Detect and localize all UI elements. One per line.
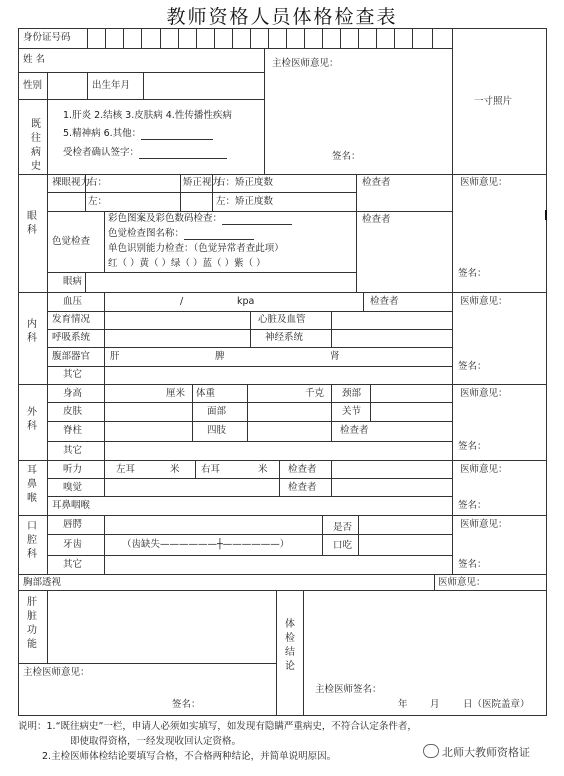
surgery-sign-label: 签名： bbox=[458, 441, 487, 452]
naked-vision-label: 裸眼视力 bbox=[52, 177, 91, 188]
joints-label: 关节 bbox=[342, 406, 362, 417]
naked-right-label: 右： bbox=[88, 177, 108, 188]
history-items-line1: 1.肝炎 2.结核 3.皮肤病 4.性传播性疾病 bbox=[63, 110, 232, 121]
color-sense-label: 色觉检查 bbox=[52, 236, 91, 247]
ent-disease-label: 耳鼻咽喉 bbox=[52, 500, 91, 511]
month-label: 月 bbox=[430, 699, 440, 710]
surgery-other-label: 其它 bbox=[63, 445, 83, 456]
oral-doctor-opinion-label: 医师意见： bbox=[460, 519, 508, 530]
history-confirm-label: 受检者确认签字： bbox=[63, 147, 140, 158]
naked-left-label: 左： bbox=[88, 196, 108, 207]
lips-label: 唇腭 bbox=[63, 519, 83, 530]
right-ear-unit: 米 bbox=[258, 464, 268, 475]
eye-section-label: 眼科 bbox=[27, 211, 37, 236]
smell-examiner-label: 检查者 bbox=[288, 482, 317, 493]
watermark bbox=[423, 744, 530, 760]
teeth-missing-note: （齿缺失——————┼——————） bbox=[122, 539, 290, 550]
watermark-text: 北师大教师资格证 bbox=[442, 746, 530, 759]
id-number-label: 身份证号码 bbox=[23, 32, 71, 43]
oral-section-label: 口腔科 bbox=[27, 521, 37, 560]
limbs-label: 四肢 bbox=[207, 425, 227, 436]
internal-doctor-opinion-label: 医师意见： bbox=[460, 296, 508, 307]
note-line-2: 即使取得资格，一经发现收回认定资格。 bbox=[70, 736, 242, 747]
color-examiner-label: 检查者 bbox=[362, 214, 391, 225]
heart-label: 心脏及血管 bbox=[258, 314, 306, 325]
surgery-doctor-opinion-label: 医师意见： bbox=[460, 388, 508, 399]
other-history-field[interactable] bbox=[141, 129, 213, 140]
color-test-line4: 红（ ）黄（ ）绿（ ）蓝（ ）紫（ ） bbox=[108, 258, 266, 269]
photo-label: 一寸照片 bbox=[474, 96, 513, 107]
nervous-label: 神经系统 bbox=[265, 332, 304, 343]
color-chart-name-field[interactable] bbox=[184, 229, 254, 240]
weight-label: 体重 bbox=[196, 388, 216, 399]
eye-examiner-label: 检查者 bbox=[362, 177, 391, 188]
internal-sign-label: 签名： bbox=[458, 361, 487, 372]
bp-separator: / bbox=[180, 296, 184, 307]
smell-label: 嗅觉 bbox=[63, 482, 83, 493]
stutter-label: 是否口吃 bbox=[333, 522, 353, 551]
year-label: 年 bbox=[398, 699, 408, 710]
development-label: 发育情况 bbox=[52, 314, 91, 325]
teeth-label: 牙齿 bbox=[63, 539, 83, 550]
color-test-line1-text: 彩色图案及彩色数码检查： bbox=[108, 213, 223, 224]
wechat-icon bbox=[423, 744, 439, 758]
birth-date-label: 出生年月 bbox=[92, 80, 131, 91]
skin-label: 皮肤 bbox=[63, 406, 83, 417]
sex-label: 性别 bbox=[23, 80, 43, 91]
surgery-section-label: 外科 bbox=[27, 407, 37, 432]
color-test-line1 bbox=[108, 213, 292, 225]
eye-doctor-opinion-label: 医师意见： bbox=[460, 177, 508, 188]
left-ear-unit: 米 bbox=[170, 464, 180, 475]
liver-sign-label: 签名： bbox=[172, 699, 201, 710]
abdomen-label: 腹部器官 bbox=[52, 351, 91, 362]
surgery-examiner-label: 检查者 bbox=[340, 425, 369, 436]
color-test-line2 bbox=[108, 228, 254, 240]
history-items-line2-text: 5.精神病 6.其他： bbox=[63, 128, 142, 139]
eye-disease-label: 眼病 bbox=[63, 276, 83, 287]
spleen-label: 脾 bbox=[215, 351, 225, 362]
history-items-line2 bbox=[63, 128, 213, 140]
height-unit: 厘米 bbox=[166, 388, 186, 399]
liver-label: 肝 bbox=[110, 351, 120, 362]
form-title: 教师资格人员体格检查表 bbox=[166, 6, 398, 28]
bp-label: 血压 bbox=[63, 296, 83, 307]
oral-sign-label: 签名： bbox=[458, 559, 487, 570]
note-line-1: 说明：1.“既往病史”一栏，申请人必须如实填写，如发现有隐瞒严重病史，不符合认定条件者， bbox=[18, 721, 417, 732]
left-ear-label: 左耳 bbox=[116, 464, 136, 475]
oral-other-label: 其它 bbox=[63, 559, 83, 570]
corrected-left-label: 左：矫正度数 bbox=[216, 196, 274, 207]
conclusion-doctor-sign-label: 主检医师签名： bbox=[315, 684, 382, 695]
internal-examiner-label: 检查者 bbox=[370, 296, 399, 307]
weight-unit: 千克 bbox=[305, 388, 325, 399]
corrected-vision-label: 矫正视力 bbox=[183, 177, 222, 188]
day-stamp-label: 日（医院盖章） bbox=[463, 699, 530, 710]
liver-doctor-opinion-label: 主检医师意见： bbox=[23, 667, 90, 678]
color-test-line3: 单色识别能力检查：（色觉异常者查此项） bbox=[108, 243, 284, 254]
ent-section-label: 耳鼻喉 bbox=[27, 465, 37, 504]
internal-section-label: 内科 bbox=[27, 319, 37, 344]
name-label: 姓 名 bbox=[23, 54, 46, 65]
bp-unit: kpa bbox=[237, 296, 255, 307]
color-test-line2-text: 色觉检查图名称： bbox=[108, 228, 185, 239]
color-test-result-field[interactable] bbox=[222, 214, 292, 225]
liver-function-label: 肝脏功能 bbox=[27, 597, 37, 650]
conclusion-label: 体检结论 bbox=[285, 619, 295, 672]
hearing-examiner-label: 检查者 bbox=[288, 464, 317, 475]
hearing-label: 听力 bbox=[63, 464, 83, 475]
examinee-signature-field[interactable] bbox=[139, 148, 227, 159]
eye-sign-label: 签名： bbox=[458, 268, 487, 279]
right-ear-label: 右耳 bbox=[201, 464, 221, 475]
chest-xray-label: 胸部透视 bbox=[23, 577, 62, 588]
respiratory-label: 呼吸系统 bbox=[52, 332, 91, 343]
kidney-label: 肾 bbox=[330, 351, 340, 362]
chest-doctor-opinion-label: 医师意见： bbox=[438, 577, 486, 588]
ent-sign-label: 签名： bbox=[458, 500, 487, 511]
corrected-right-label: 右：矫正度数 bbox=[216, 177, 274, 188]
note-line-3: 2.主检医师体检结论要填写合格，不合格两种结论，并简单说明原因。 bbox=[42, 751, 337, 762]
header-sign-label: 签名： bbox=[332, 151, 361, 162]
internal-other-label: 其它 bbox=[63, 369, 83, 380]
medical-history-label: 既往病史 bbox=[31, 119, 41, 172]
face-label: 面部 bbox=[207, 406, 227, 417]
height-label: 身高 bbox=[63, 388, 83, 399]
ent-doctor-opinion-label: 医师意见： bbox=[460, 464, 508, 475]
neck-label: 颈部 bbox=[342, 388, 362, 399]
history-confirm-line bbox=[63, 147, 227, 159]
spine-label: 脊柱 bbox=[63, 425, 83, 436]
chief-doctor-opinion-label: 主检医师意见： bbox=[272, 58, 339, 69]
